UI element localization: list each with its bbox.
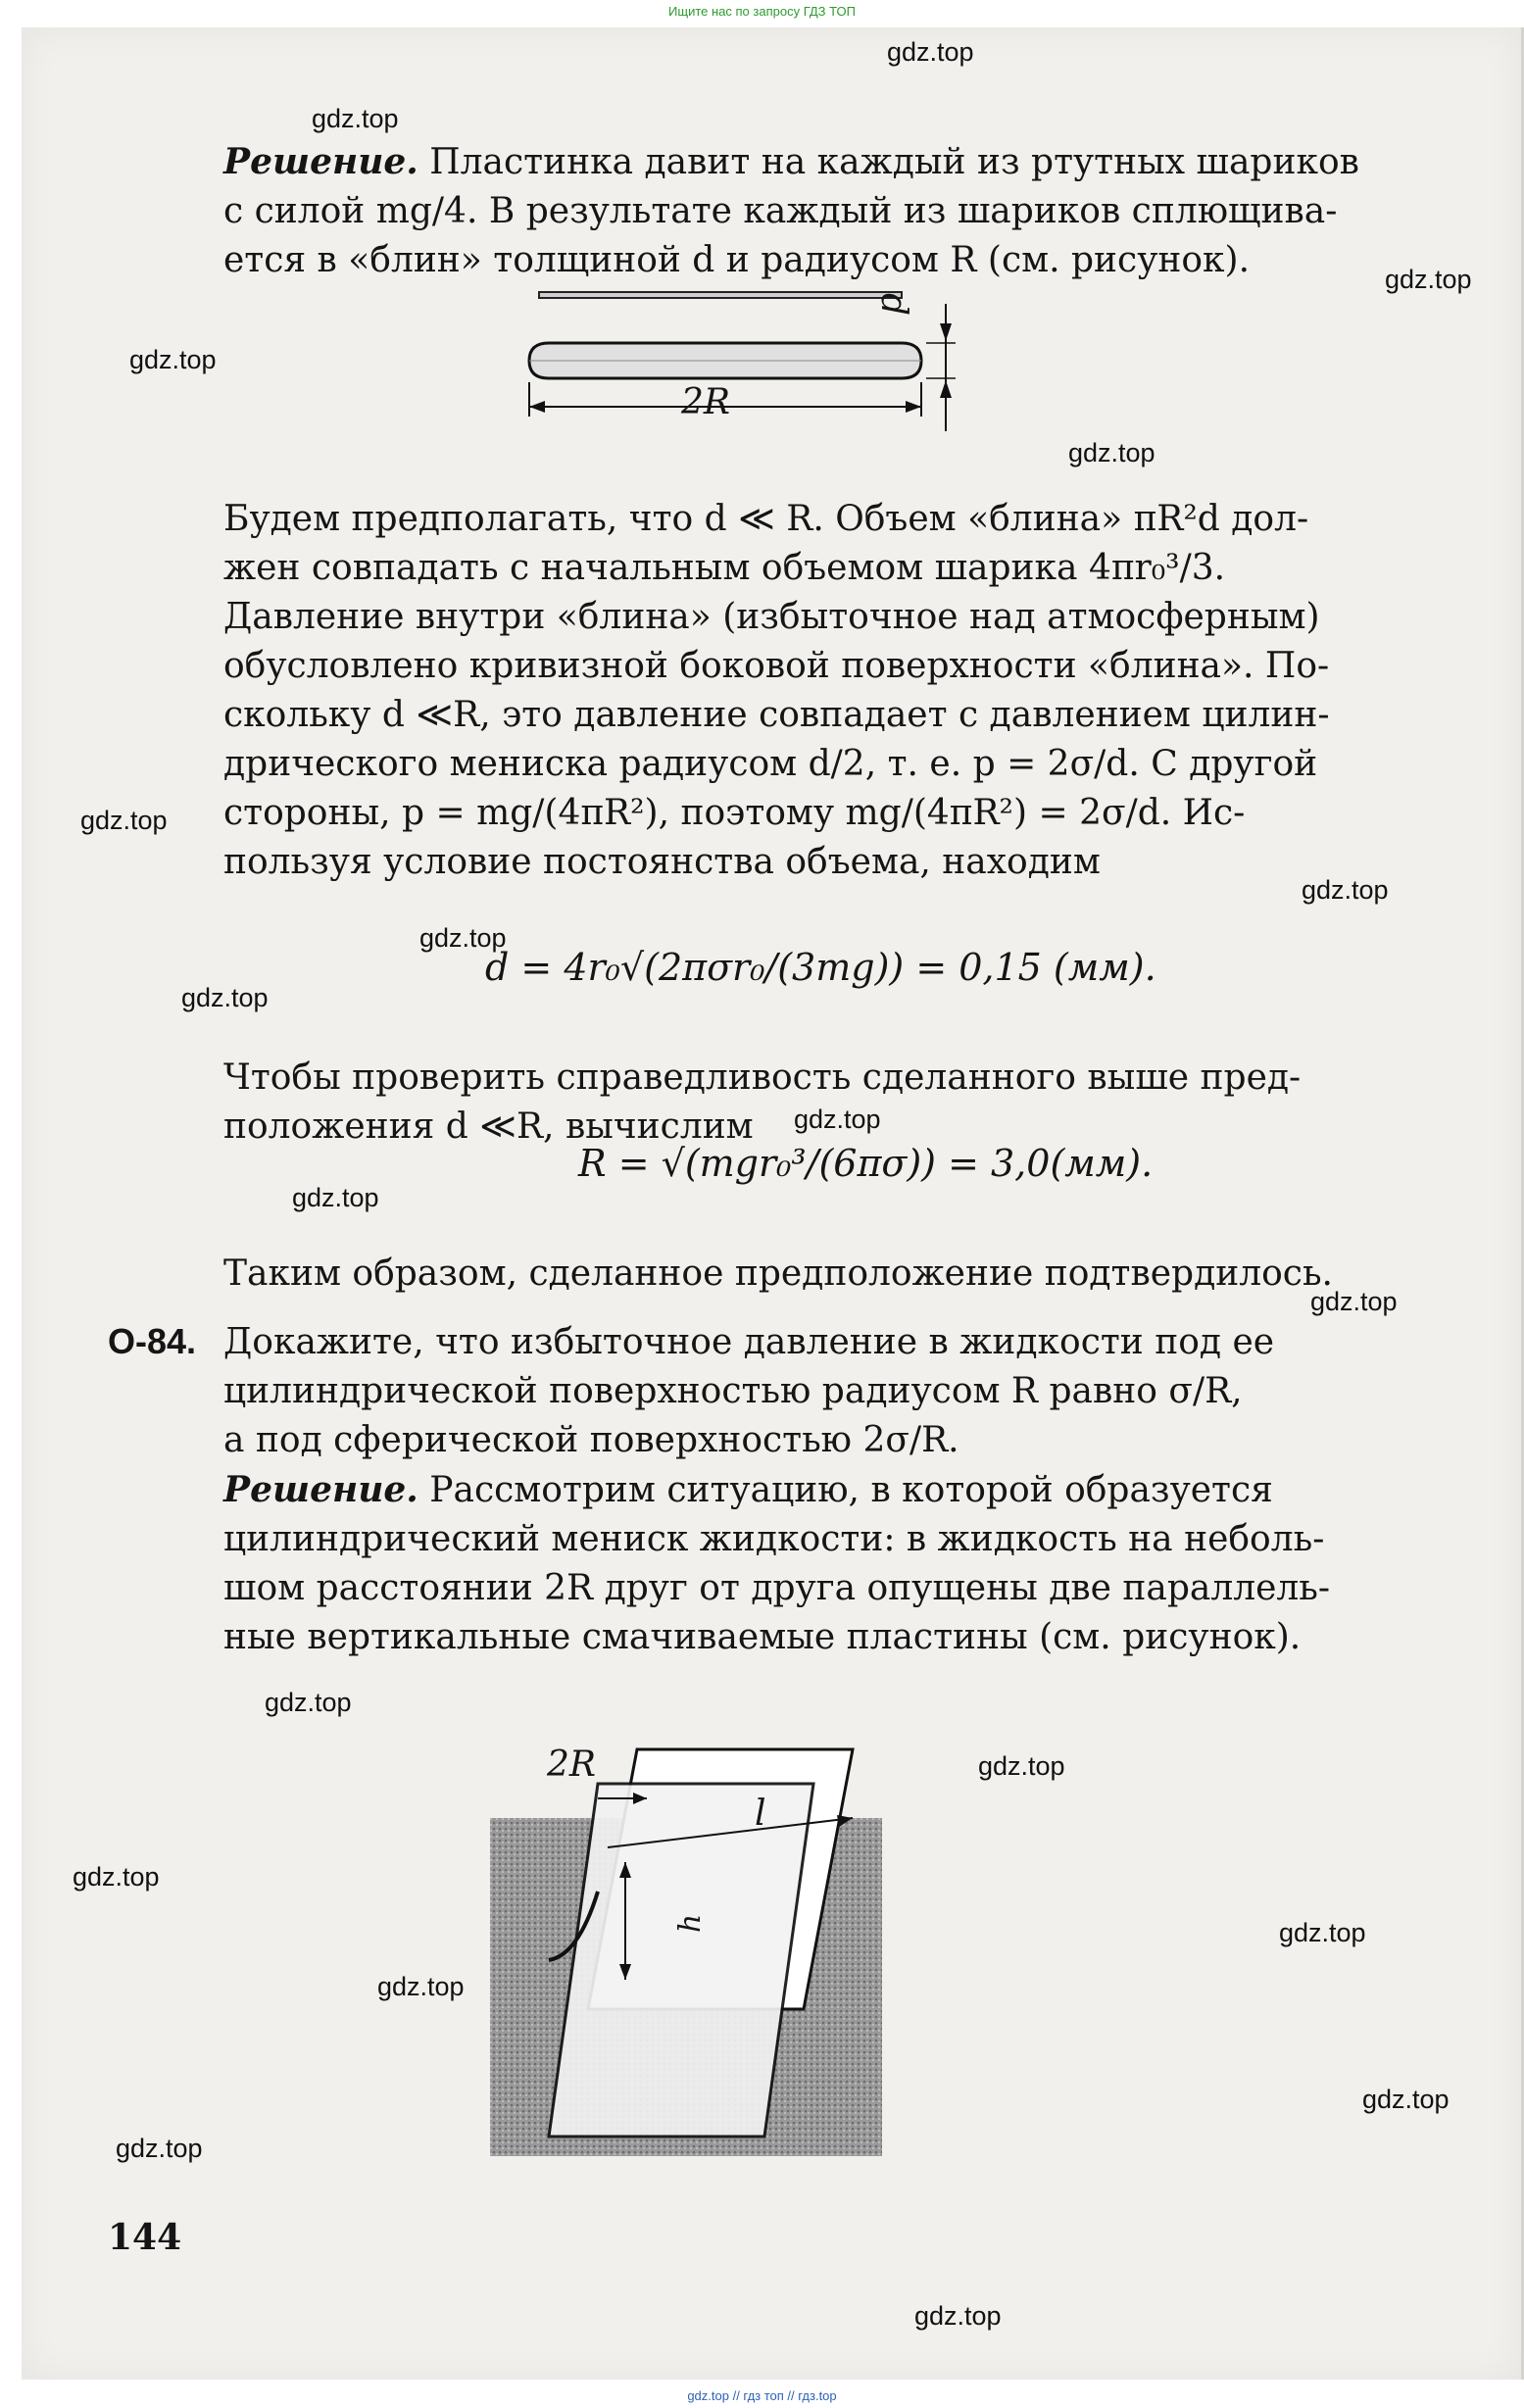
watermark: gdz.top — [80, 806, 168, 835]
formula-r: R = √(mgr₀³/(6πσ)) = 3,0(мм). — [578, 1142, 1154, 1185]
watermark: gdz.top — [312, 104, 399, 133]
watermark: gdz.top — [978, 1751, 1065, 1781]
watermark: gdz.top — [181, 983, 269, 1012]
verification-text: Чтобы проверить справедливость сделанного выше пред- положения d ≪R, вычислим — [223, 1057, 1302, 1147]
watermark: gdz.top — [1362, 2085, 1450, 2114]
watermark: gdz.top — [1385, 265, 1472, 294]
solution-2: Решение. Рассмотрим ситуацию, в которой образуется цилиндрический мениск жидкости: в жидкость на неболь- шом расстоянии 2R друг от друга опущены две параллель- ные вертикальные смачиваемые пластины (см. рисунок). — [223, 1469, 1331, 1657]
watermark: gdz.top — [419, 923, 507, 953]
watermark: gdz.top — [1310, 1287, 1398, 1316]
watermark: gdz.top — [887, 37, 974, 67]
solution-label-2: Решение. — [223, 1469, 418, 1510]
bottom-banner[interactable]: gdz.top // гдз топ // гдз.top — [687, 2388, 837, 2403]
label-l: l — [755, 1794, 766, 1834]
problem-number: О-84. — [108, 1321, 197, 1361]
solution-label: Решение. — [223, 141, 418, 182]
formula-d: d = 4r₀√(2πσr₀/(3mg)) = 0,15 (мм). — [485, 946, 1156, 989]
watermark: gdz.top — [73, 1862, 160, 1892]
watermark: gdz.top — [914, 2301, 1002, 2331]
watermark: gdz.top — [265, 1688, 352, 1717]
watermark: gdz.top — [292, 1183, 379, 1212]
problem-statement: Докажите, что избыточное давление в жидкости под ее цилиндрической поверхностью радиусом R равно σ/R, а под сферической поверхностью 2σ/R. — [223, 1322, 1275, 1460]
watermark: gdz.top — [377, 1972, 465, 2001]
arrow-left — [529, 401, 545, 413]
arrow-right — [906, 401, 921, 413]
solution-intro: Решение. Пластинка давит на каждый из ртутных шариков с силой mg/4. В результате каждый из шариков сплющива- ется в «блин» толщиной d и радиусом R (см. рисунок). — [223, 141, 1359, 280]
watermark: gdz.top — [129, 345, 217, 374]
solution-body: Будем предполагать, что d ≪ R. Объем «блина» πR²d дол- жен совпадать с начальным объемом шарика 4πr₀³/3. Давление внутри «блина» (избыточное над атмосферным) обусловлено кривизной боковой поверхности «блина». По- скольку d ≪R, это давление совпадает с давлением цилин- дрического мениска радиусом d/2, т. е. p = 2σ/d. С другой стороны, p = mg/(4πR²), поэтому mg/(4πR²) = 2σ/d. Ис- пользуя условие постоянства объема, находим — [223, 499, 1330, 882]
conclusion: Таким образом, сделанное предположение подтвердилось. — [223, 1253, 1333, 1294]
watermark: gdz.top — [1279, 1918, 1366, 1947]
plate-top — [539, 292, 902, 298]
top-banner[interactable]: Ищите нас по запросу ГДЗ ТОП — [668, 4, 856, 19]
label-h: h — [673, 1913, 709, 1934]
meniscus-figure — [480, 1745, 892, 2176]
watermark: gdz.top — [794, 1105, 881, 1134]
label-d: d — [873, 292, 914, 317]
page-number: 144 — [108, 2217, 182, 2258]
label-2r: 2R — [681, 382, 731, 422]
watermark: gdz.top — [1302, 875, 1389, 905]
watermark: gdz.top — [1068, 438, 1155, 467]
label-2r-fig2: 2R — [547, 1745, 597, 1785]
watermark: gdz.top — [116, 2134, 203, 2163]
